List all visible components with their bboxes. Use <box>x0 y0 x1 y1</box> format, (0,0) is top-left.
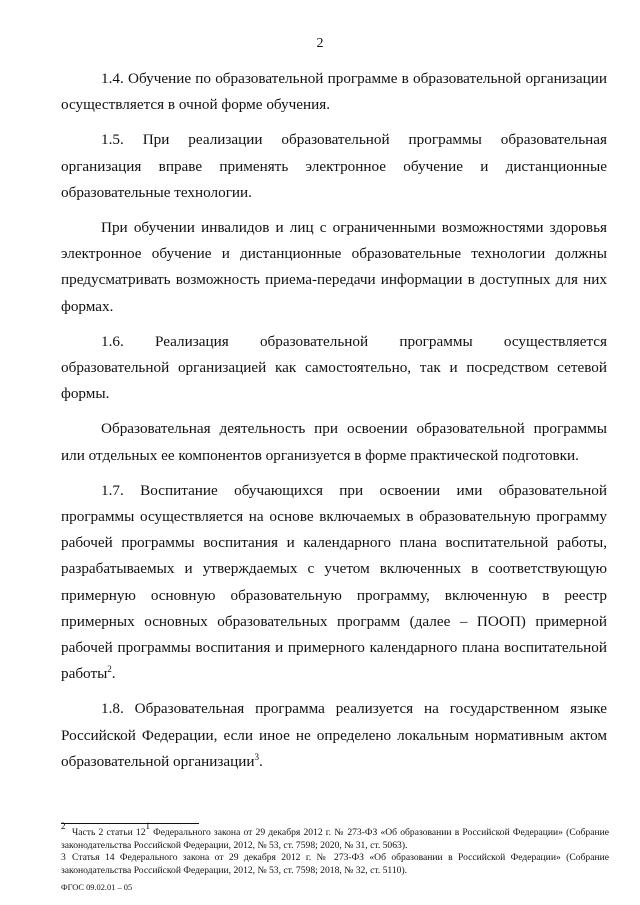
paragraph-1-8-text: 1.8. Образовательная программа реализуется на государственном языке Российской Федерации, если иное не определено локальным нормативным актом образовательной организации <box>61 700 607 770</box>
paragraph-1-5: 1.5. При реализации образовательной программы образовательная организация вправе применять электронное обучение и дистанционные образовательные технологии. <box>61 131 607 201</box>
footnotes <box>61 821 609 877</box>
footnote-3-text: Статья 14 Федерального закона от 29 декабря 2012 г. № 273-ФЗ «Об образовании в Российской Федерации» (Собрание законодательства Российской Федерации, 2012, № 53, ст. 7598; 2018, № 32, ст. 5110). <box>61 852 609 876</box>
footnote-number: 2 <box>61 821 66 831</box>
footnote-2-sup: 1 <box>145 821 150 831</box>
footnote-3 <box>61 852 609 877</box>
paragraph-1-4: 1.4. Обучение по образовательной программе в образовательной организации осуществляется в очной форме обучения. <box>61 70 607 114</box>
paragraph-disabilities: При обучении инвалидов и лиц с ограниченными возможностями здоровья электронное обучение и дистанционные образовательные технологии должны предусматривать возможность приема-передачи информации в доступных для них формах. <box>61 219 607 315</box>
footnote-2 <box>61 821 609 852</box>
body-text <box>61 66 607 775</box>
paragraph-1-7-text: 1.7. Воспитание обучающихся при освоении ими образовательной программы осуществляется на основе включаемых в образовательную программу рабочей программы воспитания и календарного плана воспитательной работы, разрабатываемых и утверждаемых с учетом включенных в соответствующую примерную основную образовательную программу, включенную в реестр примерных основных образовательных программ (далее – ПООП) примерной рабочей программы воспитания и примерного календарного плана воспитательной работы <box>61 481 607 683</box>
paragraph-1-7 <box>61 478 607 688</box>
footnote-ref-3[interactable]: 3 <box>254 751 260 762</box>
paragraph-1-8 <box>61 696 607 775</box>
document-code: ФГОС 09.02.01 – 05 <box>61 883 133 892</box>
footnote-2-text-after: Федерального закона от 29 декабря 2012 г. № 273-ФЗ «Об образовании в Российской Федерации» (Собрание законодательства Российской Федерации, 2012, № 53, ст. 7598; 2020, № 31, ст. 5063). <box>61 827 609 851</box>
paragraph-1-8-end: . <box>259 752 263 770</box>
page-number: 2 <box>316 36 324 51</box>
footnote-ref-2[interactable]: 2 <box>107 664 112 675</box>
footnote-number: 3 <box>61 852 66 864</box>
paragraph-practical-training: Образовательная деятельность при освоении образовательной программы или отдельных ее компонентов организуется в форме практической подготовки. <box>61 420 607 464</box>
footnote-separator <box>61 823 199 824</box>
footnote-2-text-before: Часть 2 статьи 12 <box>72 827 146 838</box>
paragraph-1-6: 1.6. Реализация образовательной программы осуществляется образовательной организацией как самостоятельно, так и посредством сетевой формы. <box>61 332 607 403</box>
paragraph-1-7-end: . <box>111 665 116 683</box>
